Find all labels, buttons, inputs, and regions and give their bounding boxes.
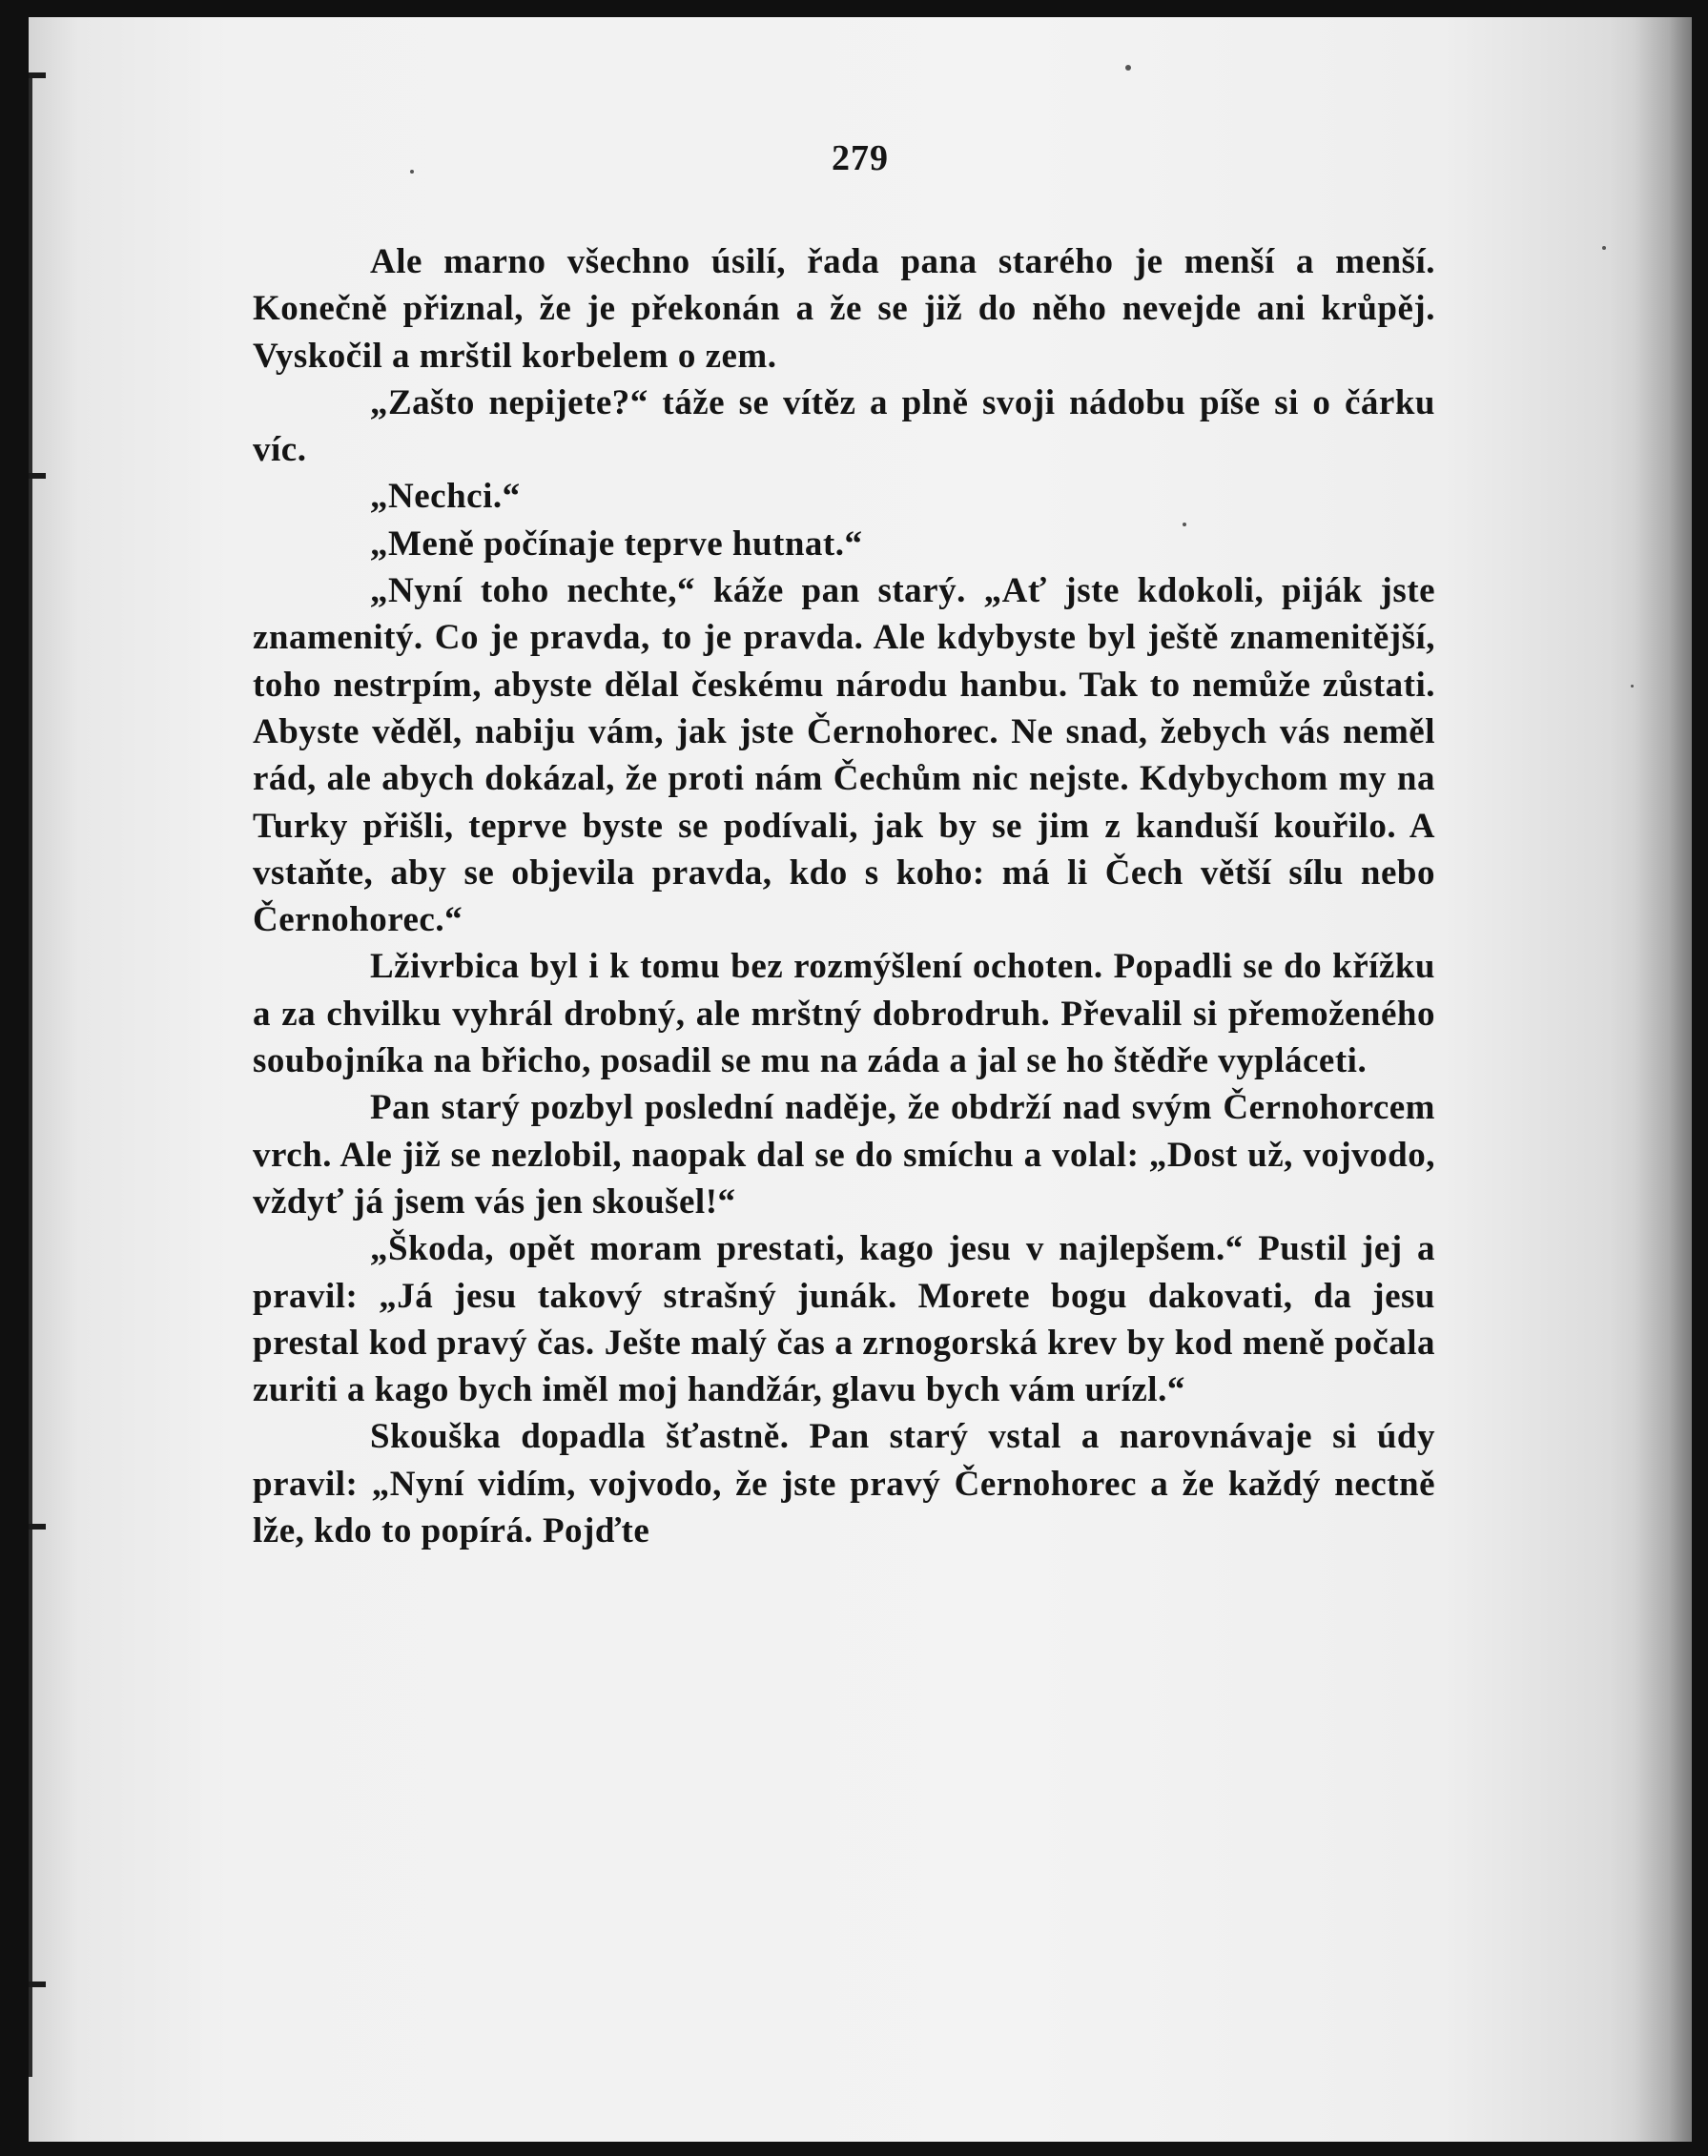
paragraph: Pan starý pozbyl poslední naděje, že obdrží nad svým Černohorcem vrch. Ale již se nezlobil, naopak dal se do smíchu a volal: „Dost už, vojvodo, vždyť já jsem vás jen skoušel!“ bbox=[253, 1088, 1435, 1222]
paper-sheet bbox=[29, 17, 1692, 2142]
binding-mark bbox=[29, 473, 46, 479]
paper-speck bbox=[1125, 65, 1131, 71]
binding-mark bbox=[29, 1524, 46, 1530]
paragraph: „Nechci.“ bbox=[370, 477, 521, 517]
binding-mark bbox=[29, 1981, 46, 1987]
paragraph: „Meně počínaje teprve hutnat.“ bbox=[370, 524, 863, 564]
paragraph: „Škoda, opět moram prestati, kago jesu v najlepšem.“ Pustil jej a pravil: „Já jesu takový strašný junák. Morete bogu dakovati, da jesu prestal kod pravý čas. Ješte malý čas a zrnogorská krev by kod meně počala zuriti a kago bych iměl moj handžár, glavu bych vám urízl.“ bbox=[253, 1229, 1435, 1410]
paper-speck bbox=[1631, 685, 1634, 688]
page-body-text bbox=[253, 238, 1435, 1554]
page-number: 279 bbox=[832, 138, 889, 178]
paragraph: Skouška dopadla šťastně. Pan starý vstal a narovnávaje si údy pravil: „Nyní vidím, vojvodo, že jste pravý Černohorec a že každý nectně lže, kdo to popírá. Pojďte bbox=[253, 1417, 1435, 1551]
paper-speck bbox=[1602, 246, 1606, 250]
binding-edge bbox=[29, 74, 32, 2077]
paragraph: „Nyní toho nechte,“ káže pan starý. „Ať jste kdokoli, piják jste znamenitý. Co je pravda, to je pravda. Ale kdybyste byl ještě znamenitější, toho nestrpím, abyste dělal českému národu hanbu. Tak to nemůže zůstati. Abyste věděl, nabiju vám, jak jste Černohorec. Ne snad, žebych vás neměl rád, ale abych dokázal, že proti nám Čechům nic nejste. Kdybychom my na Turky přišli, teprve byste se podívali, jak by se jim z kanduší kouřilo. A vstaňte, aby se objevila pravda, kdo s koho: má li Čech větší sílu nebo Černohorec.“ bbox=[253, 571, 1435, 940]
paragraph: Lživrbica byl i k tomu bez rozmýšlení ochoten. Popadli se do křížku a za chvilku vyhrál drobný, ale mrštný dobrodruh. Převalil si přemoženého soubojníka na břicho, posadil se mu na záda a jal se ho štědře vypláceti. bbox=[253, 947, 1435, 1081]
paragraph: „Zašto nepijete?“ táže se vítěz a plně svoji nádobu píše si o čárku víc. bbox=[253, 382, 1435, 470]
binding-mark bbox=[29, 72, 46, 78]
paragraph: Ale marno všechno úsilí, řada pana starého je menší a menší. Konečně přiznal, že je překonán a že se již do něho nevejde ani krůpěj. Vyskočil a mrštil korbelem o zem. bbox=[253, 242, 1435, 376]
page-edge-shadow bbox=[1635, 17, 1692, 2142]
